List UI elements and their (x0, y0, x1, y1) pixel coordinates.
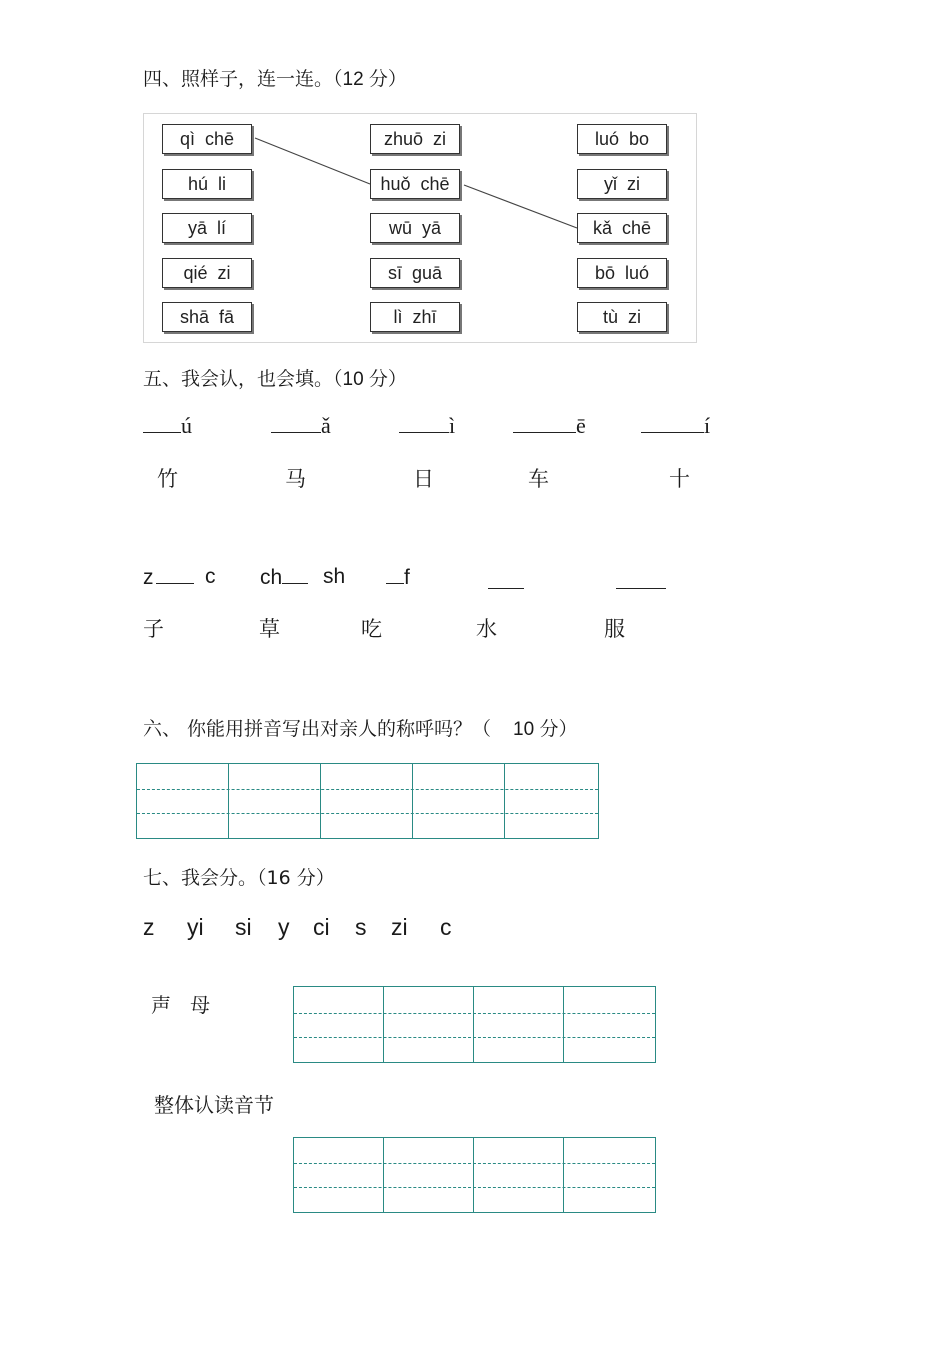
fill-blank-2[interactable] (271, 413, 331, 439)
hanzi-char: 子 (143, 617, 164, 641)
section4-heading (143, 64, 407, 91)
word-box-col2[interactable]: zhuō zi (370, 124, 460, 154)
syllable: ci (313, 914, 330, 940)
pinyin-part: sh (323, 565, 346, 588)
initials-writing-grid[interactable] (293, 986, 656, 1063)
grid-cell[interactable] (294, 1138, 384, 1212)
tone-ending: ì (449, 413, 456, 438)
syllable-list (143, 914, 543, 944)
fill-blank-7[interactable] (260, 565, 308, 590)
grid-cell[interactable] (564, 987, 654, 1062)
connector-line-1 (255, 138, 370, 184)
section6-title: 六、 你能用拼音写出对亲人的称呼吗？（ (143, 718, 492, 740)
hanzi-char: 竹 (157, 467, 178, 491)
initials-label: 声 母 (151, 993, 211, 1017)
grid-cell[interactable] (137, 764, 229, 838)
word-box-col1[interactable]: hú li (162, 169, 252, 199)
tone-ending: ǎ (321, 413, 331, 438)
word-box-col3[interactable]: kǎ chē (577, 213, 667, 243)
matching-exercise (143, 113, 697, 343)
pinyin-part: f (404, 566, 410, 589)
grid-cell[interactable] (564, 1138, 654, 1212)
fill-blank-3[interactable] (399, 413, 455, 439)
grid-cell[interactable] (321, 764, 413, 838)
word-box-col3[interactable]: bō luó (577, 258, 667, 288)
pinyin-part: c (205, 565, 216, 588)
word-box-col2[interactable]: huǒ chē (370, 169, 460, 199)
grid-cell[interactable] (384, 987, 474, 1062)
tone-ending: ē (576, 413, 586, 438)
grid-cell[interactable] (294, 987, 384, 1062)
whole-syllables-label: 整体认读音节 (154, 1093, 274, 1117)
grid-cell[interactable] (229, 764, 321, 838)
syllable: s (355, 914, 367, 940)
grid-cell[interactable] (505, 764, 597, 838)
fill-blank-1[interactable] (143, 413, 192, 439)
connector-line-2 (464, 185, 577, 228)
hanzi-char: 十 (669, 467, 690, 491)
word-box-col2[interactable]: lì zhī (370, 302, 460, 332)
syllable: si (235, 914, 252, 940)
section4-points: （12 分） (333, 69, 407, 90)
grid-cell[interactable] (474, 987, 564, 1062)
word-box-col3[interactable]: tù zi (577, 302, 667, 332)
word-box-col1[interactable]: qié zi (162, 258, 252, 288)
word-box-col3[interactable]: yǐ zi (577, 169, 667, 199)
section5-title: 五、我会认，也会填。 (143, 368, 334, 390)
syllable: y (278, 914, 290, 940)
hanzi-char: 车 (528, 467, 549, 491)
hanzi-char: 水 (476, 617, 497, 641)
section4-title: 四、照样子，连一连。 (143, 68, 334, 90)
word-box-col2[interactable]: wū yā (370, 213, 460, 243)
hanzi-char: 日 (413, 467, 434, 491)
fill-blank-8[interactable] (386, 565, 410, 590)
syllable: yi (187, 914, 204, 940)
section6-heading (143, 714, 577, 741)
word-box-col1[interactable]: yā lí (162, 213, 252, 243)
fill-blank-6[interactable] (143, 565, 194, 590)
word-box-col1[interactable]: shā fā (162, 302, 252, 332)
syllable: c (440, 914, 452, 940)
section7-heading: 七、我会分。（16 分） (143, 867, 335, 889)
grid-cell[interactable] (413, 764, 505, 838)
tone-ending: í (704, 413, 711, 438)
hanzi-char: 马 (285, 467, 306, 491)
grid-cell[interactable] (474, 1138, 564, 1212)
section6-points: 10 分） (513, 719, 578, 740)
hanzi-char: 草 (259, 617, 280, 641)
hanzi-char: 吃 (361, 617, 382, 641)
pinyin-part: z (143, 566, 154, 589)
word-box-col3[interactable]: luó bo (577, 124, 667, 154)
pinyin-writing-grid[interactable] (136, 763, 599, 839)
section5-heading (143, 364, 407, 391)
word-box-col1[interactable]: qì chē (162, 124, 252, 154)
fill-blank-4[interactable] (513, 413, 586, 439)
tone-ending: ú (181, 413, 192, 438)
fill-blank-9[interactable] (488, 570, 524, 589)
fill-blank-10[interactable] (616, 570, 666, 589)
word-box-col2[interactable]: sī guā (370, 258, 460, 288)
syllable: zi (391, 914, 408, 940)
whole-syllables-writing-grid[interactable] (293, 1137, 656, 1213)
pinyin-part: ch (260, 566, 283, 589)
grid-cell[interactable] (384, 1138, 474, 1212)
section5-points: （10 分） (333, 369, 407, 390)
syllable: z (143, 914, 155, 940)
hanzi-char: 服 (604, 617, 625, 641)
fill-blank-5[interactable] (641, 413, 710, 439)
